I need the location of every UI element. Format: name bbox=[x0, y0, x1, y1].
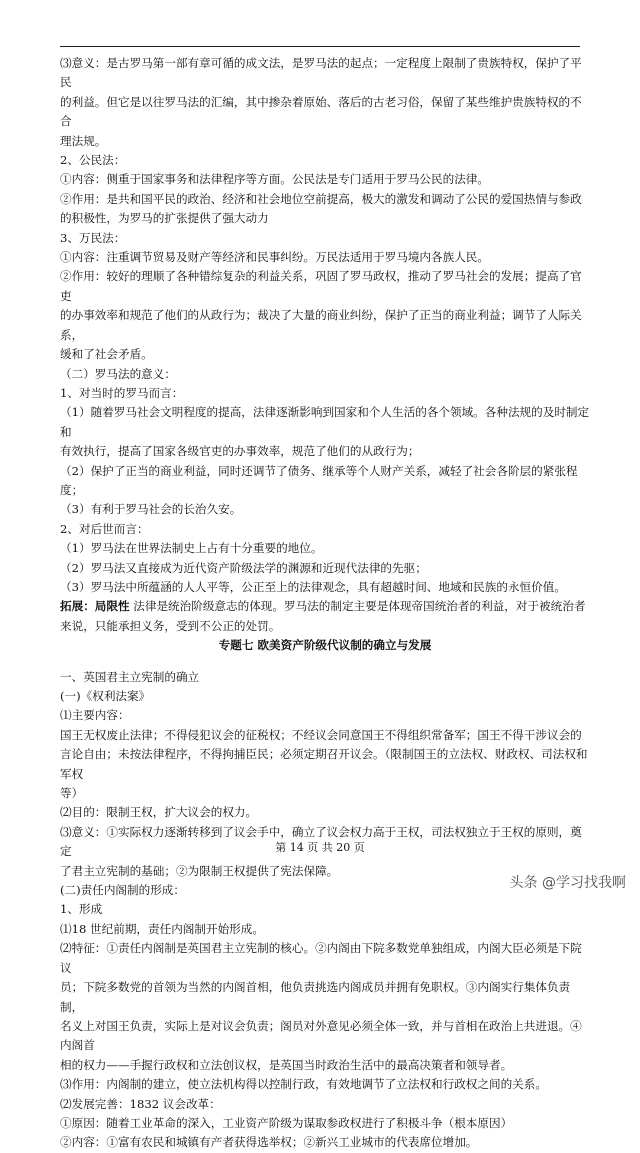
text-line: ⑴18 世纪前期，责任内阁制开始形成。 bbox=[60, 921, 264, 936]
text-line: 员；下院多数党的首领为当然的内阁首相，他负责挑选内阁成员并拥有免职权。③内阁实行集体负责制， bbox=[60, 980, 571, 1014]
document-body bbox=[60, 54, 590, 1153]
text-line: 相的权力——手握行政权和立法创议权，是英国当时政治生活中的最高决策者和领导者。 bbox=[60, 1057, 513, 1072]
text-line: (二)责任内阁制的形成： bbox=[60, 883, 185, 898]
tuozhan-label: 拓展：局限性 bbox=[60, 599, 130, 614]
text-line: ⑵特征：①责任内阁制是英国君主立宪制的核心。②内阁由下院多数党单独组成，内阁大臣必须是下院议 bbox=[60, 941, 582, 975]
section-gap bbox=[60, 656, 590, 668]
text-line: 了君主立宪制的基础；②为限制王权提供了宪法保障。 bbox=[60, 863, 339, 878]
text-line: 言论自由；未按法律程序，不得拘捕臣民；必须定期召开议会。（限制国王的立法权、财政权、司法权和军权 bbox=[60, 747, 588, 781]
text-line: 名义上对国王负责，实际上是对议会负责；阁员对外意见必须全体一致，并与首相在政治上共进退。④内阁首 bbox=[60, 1018, 582, 1053]
page-number: 第 14 页 共 20 页 bbox=[275, 841, 365, 854]
text-line: 2、对后世而言： bbox=[60, 521, 149, 536]
text-line: 有效执行，提高了国家各级官吏的办事效率，规范了他们的从政行为； bbox=[60, 444, 420, 459]
text-line: 1、对当时的罗马而言： bbox=[60, 385, 184, 400]
text-line: （2）罗马法又直接成为近代资产阶级法学的渊源和近现代法律的先驱； bbox=[60, 560, 427, 575]
header-rule bbox=[60, 46, 580, 47]
text-line: ②内容：①富有农民和城镇有产者获得选举权；②新兴工业城市的代表席位增加。 bbox=[60, 1135, 478, 1150]
text-line: 理法规。 bbox=[60, 133, 107, 148]
text-line: ①内容：侧重于国家事务和法律程序等方面。公民法是专门适用于罗马公民的法律。 bbox=[60, 172, 489, 187]
text-line: 的积极性，为罗马的扩张提供了强大动力 bbox=[60, 211, 269, 226]
text-line: ②作用：是共和国平民的政治、经济和社会地位空前提高，极大的激发和调动了公民的爱国热情与参政 bbox=[60, 191, 582, 206]
watermark: 头条 @学习找我啊 bbox=[509, 875, 626, 891]
text-line: ⑶作用：内阁制的建立，使立法机构得以控制行政，有效地调节了立法权和行政权之间的关系。 bbox=[60, 1077, 547, 1092]
text-line: （1）随着罗马社会文明程度的提高，法律逐渐影响到国家和个人生活的各个领域。各种法规的及时制定和 bbox=[60, 405, 590, 439]
text-line: （2）保护了正当的商业利益，同时还调节了债务、继承等个人财产关系，减轻了社会各阶层的紧张程度； bbox=[60, 463, 578, 497]
text-line: （二）罗马法的意义： bbox=[60, 366, 176, 381]
section-title: 专题七 欧美资产阶级代议制的确立与发展 bbox=[218, 638, 432, 653]
text-line: 国王无权废止法律；不得侵犯议会的征税权；不经议会同意国王不得组织常备军；国王不得干涉议会的 bbox=[60, 727, 582, 742]
text-line: 1、形成 bbox=[60, 902, 103, 917]
text-line: ②作用：较好的理顺了各种错综复杂的利益关系，巩固了罗马政权，推动了罗马社会的发展；提高了官吏 bbox=[60, 269, 582, 303]
tuozhan-text-cont: 来说，只能承担义务，受到不公正的处罚。 bbox=[60, 618, 281, 633]
text-line: 2、公民法： bbox=[60, 153, 126, 168]
text-line: 一、英国君主立宪制的确立 bbox=[60, 669, 200, 684]
tuozhan-text: 法律是统治阶级意志的体现。罗马法的制定主要是体现帝国统治者的利益，对于被统治者 bbox=[129, 599, 586, 614]
parliament-section bbox=[60, 668, 590, 1153]
text-line: ①原因：随着工业革命的深入，工业资产阶级为谋取参政权进行了积极斗争（根本原因） bbox=[60, 1115, 513, 1130]
text-line: ⑴主要内容： bbox=[60, 708, 130, 723]
text-line: ⑵发展完善：1832 议会改革： bbox=[60, 1096, 221, 1111]
text-line: （3）有利于罗马社会的长治久安。 bbox=[60, 502, 242, 517]
text-line: (一)《权利法案》 bbox=[60, 689, 151, 703]
text-line: ⑵目的：限制王权，扩大议会的权力。 bbox=[60, 805, 258, 820]
tuozhan-paragraph bbox=[60, 597, 590, 616]
text-line: （3）罗马法中所蕴涵的人人平等，公正至上的法律观念，具有超越时间、地域和民族的永恒价值。 bbox=[60, 579, 566, 594]
text-line: 的利益。但它是以往罗马法的汇编，其中掺杂着原始、落后的古老习俗，保留了某些维护贵族特权的不合 bbox=[60, 94, 582, 129]
text-line: ⑶意义：是古罗马第一部有章可循的成文法，是罗马法的起点；一定程度上限制了贵族特权，保护了平民 bbox=[60, 56, 582, 90]
text-line: （1）罗马法在世界法制史上占有十分重要的地位。 bbox=[60, 541, 323, 556]
text-line: 3、万民法： bbox=[60, 230, 126, 245]
text-line: ⑶意义：①实际权力逐渐转移到了议会手中，确立了议会权力高于王权，司法权独立于王权的原则，奠定 bbox=[60, 824, 582, 859]
text-line: 等） bbox=[60, 786, 84, 801]
text-line: ①内容：注重调节贸易及财产等经济和民事纠纷。万民法适用于罗马境内各族人民。 bbox=[60, 250, 489, 265]
text-line: 的办事效率和规范了他们的从政行为；裁决了大量的商业纠纷，保护了正当的商业利益；调节了人际关系， bbox=[60, 308, 582, 342]
text-line: 缓和了社会矛盾。 bbox=[60, 347, 153, 362]
roman-law-section bbox=[60, 54, 590, 597]
